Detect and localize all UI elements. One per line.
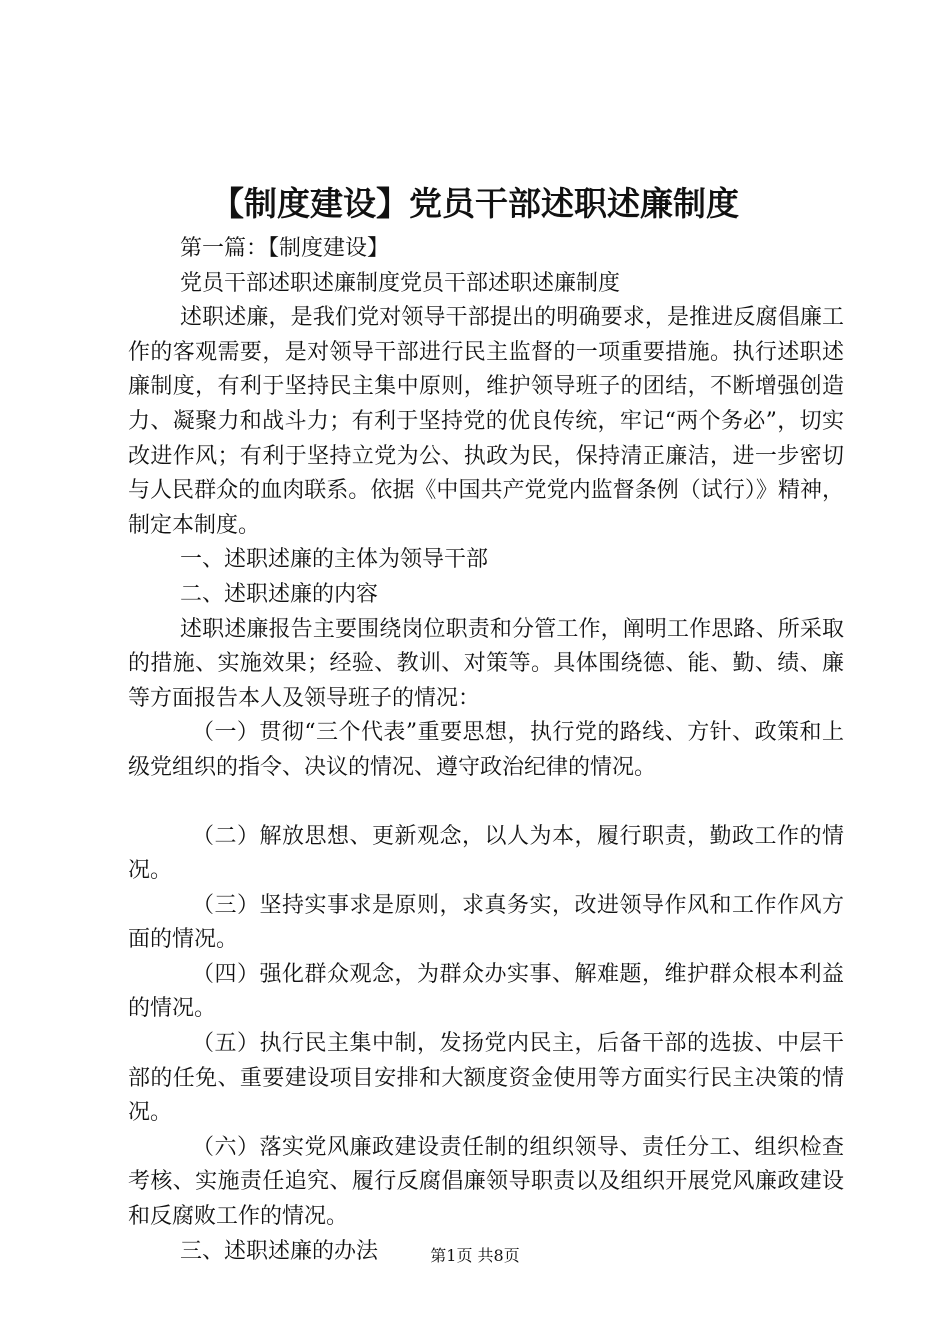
list-item-2: （二）解放思想、更新观念，以人为本，履行职责，勤政工作的情况。 [128,823,844,884]
list-item-4: （四）强化群众观念，为群众办实事、解难题，维护群众根本利益的情况。 [128,961,844,1022]
section-heading-2: 二、述职述廉的内容 [180,581,379,607]
list-item-5: （五）执行民主集中制，发扬党内民主，后备干部的选拔、中层干部的任免、重要建设项目安排和大额度资金使用等方面实行民主决策的情况。 [128,1031,844,1126]
paragraph-report-content: 述职述廉报告主要围绕岗位职责和分管工作，阐明工作思路、所采取的措施、实施效果；经验、教训、对策等。具体围绕德、能、勤、绩、廉等方面报告本人及领导班子的情况： [128,616,844,711]
list-item-6: （六）落实党风廉政建设责任制的组织领导、责任分工、组织检查考核、实施责任追究、履行反腐倡廉领导职责以及组织开展党风廉政建设和反腐败工作的情况。 [128,1134,844,1230]
section-heading-1: 一、述职述廉的主体为领导干部 [180,547,489,573]
paragraph-chapter-heading: 第一篇：【制度建设】 [180,236,390,261]
section-heading-3: 三、述职述廉的办法 [180,1238,379,1264]
paragraph-subtitle: 党员干部述职述廉制度党员干部述职述廉制度 [180,270,621,296]
list-item-1: （一）贯彻“三个代表”重要思想，执行党的路线、方针、政策和上级党组织的指令、决议的情况、遵守政治纪律的情况。 [128,720,844,780]
page-number-footer: 第1页 共8页 [430,1246,520,1265]
list-item-3: （三）坚持实事求是原则，求真务实，改进领导作风和工作作风方面的情况。 [128,892,844,953]
paragraph-spacer [128,786,844,820]
document-body [128,232,844,1269]
paragraph-introduction: 述职述廉，是我们党对领导干部提出的明确要求，是推进反腐倡廉工作的客观需要，是对领导干部进行民主监督的一项重要措施。执行述职述廉制度，有利于坚持民主集中原则，维护领导班子的团结，不断增强创造力、凝聚力和战斗力；有利于坚持党的优良传统，牢记“两个务必”，切实改进作风；有利于坚持立党为公、执政为民，保持清正廉洁，进一步密切与人民群众的血肉联系。依据《中国共产党党内监督条例（试行）》精神，制定本制度。 [128,305,844,538]
document-title: 【制度建设】党员干部述职述廉制度 [211,184,739,223]
